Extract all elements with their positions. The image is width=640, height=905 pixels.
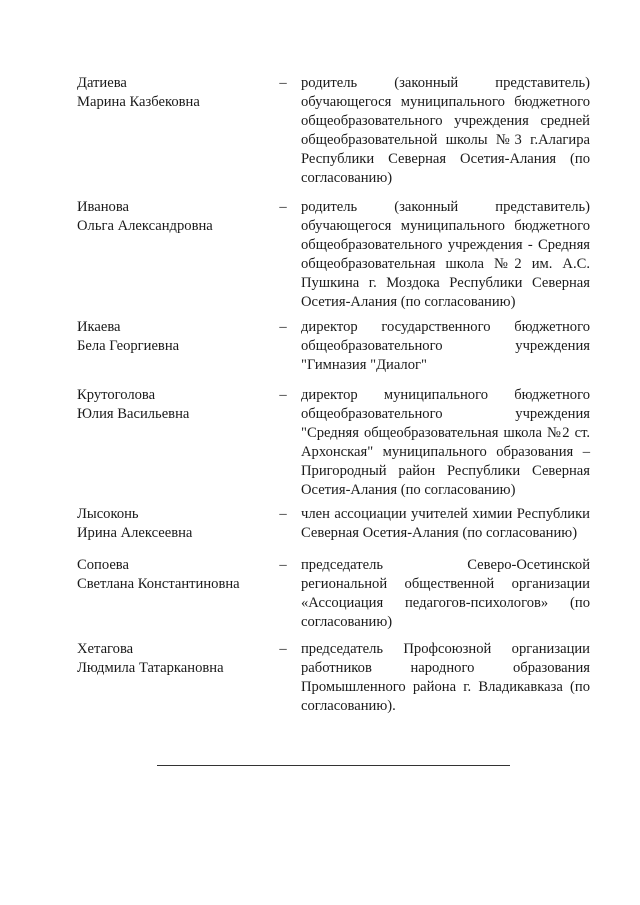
member-surname: Крутоголова <box>77 387 156 403</box>
member-surname: Хетагова <box>77 641 134 657</box>
member-given-names: Ирина Алексеевна <box>77 525 193 541</box>
description-line: общеобразовательного учреждения - Средняя <box>301 237 590 253</box>
member-given-names: Ольга Александровна <box>77 218 213 234</box>
description-line: согласованию) <box>301 170 393 186</box>
description-line: Северная Осетия-Алания (по согласованию) <box>301 525 578 541</box>
member-description <box>301 198 590 312</box>
dash-separator: – <box>279 387 287 403</box>
member-surname: Датиева <box>77 75 127 91</box>
description-line: «Ассоциация педагогов-психологов» (по <box>301 595 590 611</box>
member-description <box>301 640 590 716</box>
description-line: директор государственного бюджетного <box>301 319 590 335</box>
member-name <box>77 505 267 543</box>
description-line: работников народного образования <box>301 660 590 676</box>
member-given-names: Светлана Константиновна <box>77 576 240 592</box>
description-line: "Гимназия "Диалог" <box>301 357 427 373</box>
dash-separator: – <box>279 641 287 657</box>
member-surname: Иванова <box>77 199 129 215</box>
member-surname: Сопоева <box>77 557 129 573</box>
description-line: региональной общественной организации <box>301 576 590 592</box>
description-line: Архонская" муниципального образования – <box>301 444 590 460</box>
description-line: Осетия-Алания (по согласованию) <box>301 482 516 498</box>
member-surname: Лысоконь <box>77 506 139 522</box>
dash-separator: – <box>279 557 287 573</box>
description-line: "Средняя общеобразовательная школа №2 ст. <box>301 425 590 441</box>
member-name <box>77 318 267 356</box>
description-line: Промышленного района г. Владикавказа (по <box>301 679 590 695</box>
description-line: общеобразовательного учреждения средней <box>301 113 590 129</box>
description-line: член ассоциации учителей химии Республики <box>301 506 590 522</box>
description-line: обучающегося муниципального бюджетного <box>301 94 590 110</box>
member-description <box>301 74 590 188</box>
member-description <box>301 505 590 543</box>
description-line: председатель Северо-Осетинской <box>301 557 590 573</box>
dash-separator: – <box>279 319 287 335</box>
member-given-names: Людмила Татаркановна <box>77 660 224 676</box>
description-line: родитель (законный представитель) <box>301 199 590 215</box>
description-line: председатель Профсоюзной организации <box>301 641 590 657</box>
description-line: Республики Северная Осетия-Алания (по <box>301 151 590 167</box>
description-line: общеобразовательная школа №2 им. А.С. <box>301 256 590 272</box>
member-name <box>77 198 267 236</box>
description-line: согласованию) <box>301 614 393 630</box>
description-line: обучающегося муниципального бюджетного <box>301 218 590 234</box>
member-name <box>77 640 267 678</box>
member-given-names: Юлия Васильевна <box>77 406 190 422</box>
description-line: Осетия-Алания (по согласованию) <box>301 294 516 310</box>
closing-horizontal-rule <box>157 765 510 766</box>
description-line: Пушкина г. Моздока Республики Северная <box>301 275 590 291</box>
dash-separator: – <box>279 199 287 215</box>
member-description <box>301 556 590 632</box>
description-line: директор муниципального бюджетного <box>301 387 590 403</box>
member-name <box>77 556 267 594</box>
member-given-names: Бела Георгиевна <box>77 338 180 354</box>
dash-separator: – <box>279 506 287 522</box>
description-line: общеобразовательной школы №3 г.Алагира <box>301 132 590 148</box>
dash-separator: – <box>279 75 287 91</box>
description-line: общеобразовательного учреждения <box>301 338 590 354</box>
description-line: общеобразовательного учреждения <box>301 406 590 422</box>
member-given-names: Марина Казбековна <box>77 94 200 110</box>
member-description <box>301 318 590 375</box>
member-surname: Икаева <box>77 319 121 335</box>
description-line: родитель (законный представитель) <box>301 75 590 91</box>
description-line: согласованию). <box>301 698 396 714</box>
member-description <box>301 386 590 500</box>
description-line: Пригородный район Республики Северная <box>301 463 590 479</box>
member-name <box>77 386 267 424</box>
member-name <box>77 74 267 112</box>
